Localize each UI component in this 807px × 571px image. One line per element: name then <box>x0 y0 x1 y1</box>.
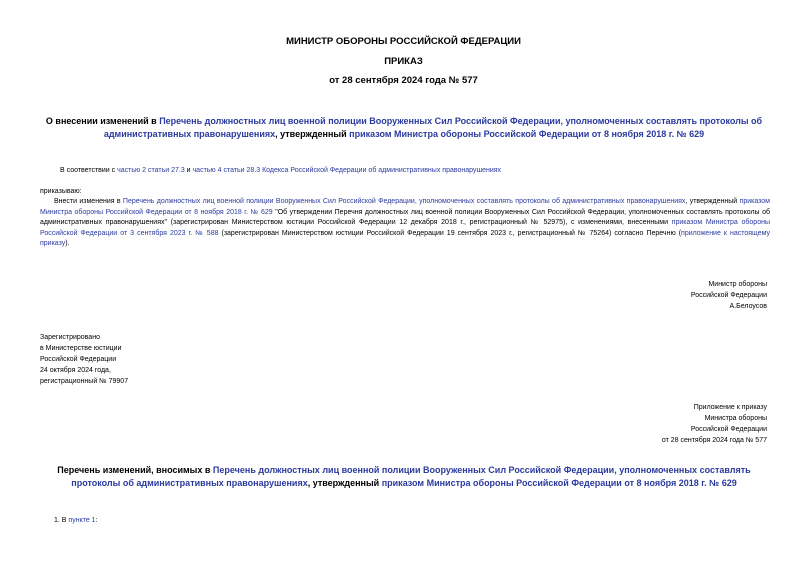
title-link-list[interactable]: Перечень должностных лиц военной полиции Вооруженных Сил Российской Федерации, уполномоченных составлять протоколы об административных правонарушениях <box>103 116 763 139</box>
preamble <box>60 165 760 176</box>
signature-block <box>567 279 767 312</box>
order-date-number: от 28 сентября 2024 года № 577 <box>329 75 478 86</box>
signature-line: Министр обороны <box>708 281 767 288</box>
registration-line: Российской Федерации <box>40 356 117 363</box>
list-title-text: Перечень изменений, вносимых в <box>57 465 213 475</box>
signature-line: Российской Федерации <box>690 292 767 299</box>
appendix-line: Российской Федерации <box>690 426 767 433</box>
item-text: : <box>95 517 98 524</box>
preamble-link-article-27-3[interactable]: частью 2 статьи 27.3 <box>117 167 185 174</box>
appendix-line: Приложение к приказу <box>693 404 767 411</box>
paragraph-text: "Об утверждении Перечня должностных лиц военной полиции Вооруженных Сил Российской Федерации, уполномоченных составлять протоколы об административных правонарушениях" (зарегистрирован Министерством юстиции Российской Федерации 12 декабря 2018 г., регистрационный № 52975), с изменениями, внесенными <box>40 208 770 227</box>
item-text: 1. В <box>54 517 69 524</box>
item-link-point-1[interactable]: пункте 1 <box>68 517 96 524</box>
registration-line: Зарегистрировано <box>40 334 100 341</box>
list-title <box>44 464 764 489</box>
paragraph-link-order-629[interactable]: приказом Министра обороны Российской Федерации от 8 ноября 2018 г. № 629 <box>40 198 770 216</box>
paragraph-link-list[interactable]: Перечень должностных лиц военной полиции Вооруженных Сил Российской Федерации, уполномоченных составлять протоколы об административных правонарушениях <box>122 198 686 205</box>
preamble-text: и <box>184 167 193 174</box>
paragraph-text: Внести изменения в <box>54 198 123 205</box>
order-title <box>44 115 764 140</box>
title-link-order[interactable]: приказом Министра обороны Российской Федерации от 8 ноября 2018 г. № 629 <box>349 128 705 139</box>
appendix-block <box>547 402 767 446</box>
main-paragraph <box>40 197 770 250</box>
paragraph-text: (зарегистрирован Министерством юстиции Российской Федерации 19 сентября 2023 г., регистрационный № 75264) согласно Перечню ( <box>218 229 682 237</box>
order-word: приказываю: <box>40 188 82 195</box>
list-item-1 <box>54 515 98 526</box>
signature-name: А.Белоусов <box>729 303 767 310</box>
title-text: , утвержденный <box>275 128 350 139</box>
preamble-link-article-28-3[interactable]: частью 4 статьи 28.3 Кодекса Российской Федерации об административных правонарушениях <box>192 167 502 174</box>
paragraph-link-order-588[interactable]: приказом Министра обороны Российской Федерации от 3 сентября 2023 г. № 588 <box>40 219 770 237</box>
registration-line: регистрационный № 79907 <box>40 378 129 385</box>
registration-line: в Министерстве юстиции <box>40 345 122 352</box>
appendix-line: от 28 сентября 2024 года № 577 <box>661 437 767 444</box>
paragraph-link-appendix[interactable]: приложение к настоящему приказу <box>40 229 770 248</box>
document-type: ПРИКАЗ <box>384 56 423 67</box>
registration-line: 24 октября 2024 года, <box>40 367 111 374</box>
ministry-heading: МИНИСТР ОБОРОНЫ РОССИЙСКОЙ ФЕДЕРАЦИИ <box>286 36 521 47</box>
list-title-link-list[interactable]: Перечень должностных лиц военной полиции Вооруженных Сил Российской Федерации, уполномоченных составлять протоколы об административных правонарушениях <box>71 465 751 488</box>
appendix-line: Министра обороны <box>704 415 767 422</box>
title-text: О внесении изменений в <box>45 116 160 126</box>
registration-block <box>40 332 240 387</box>
paragraph-text: ). <box>65 240 70 248</box>
list-title-link-order[interactable]: приказом Министра обороны Российской Федерации от 8 ноября 2018 г. № 629 <box>381 477 737 488</box>
preamble-text: В соответствии с <box>60 167 118 174</box>
paragraph-text: , утвержденный <box>685 198 740 205</box>
list-title-text: , утвержденный <box>307 477 382 488</box>
